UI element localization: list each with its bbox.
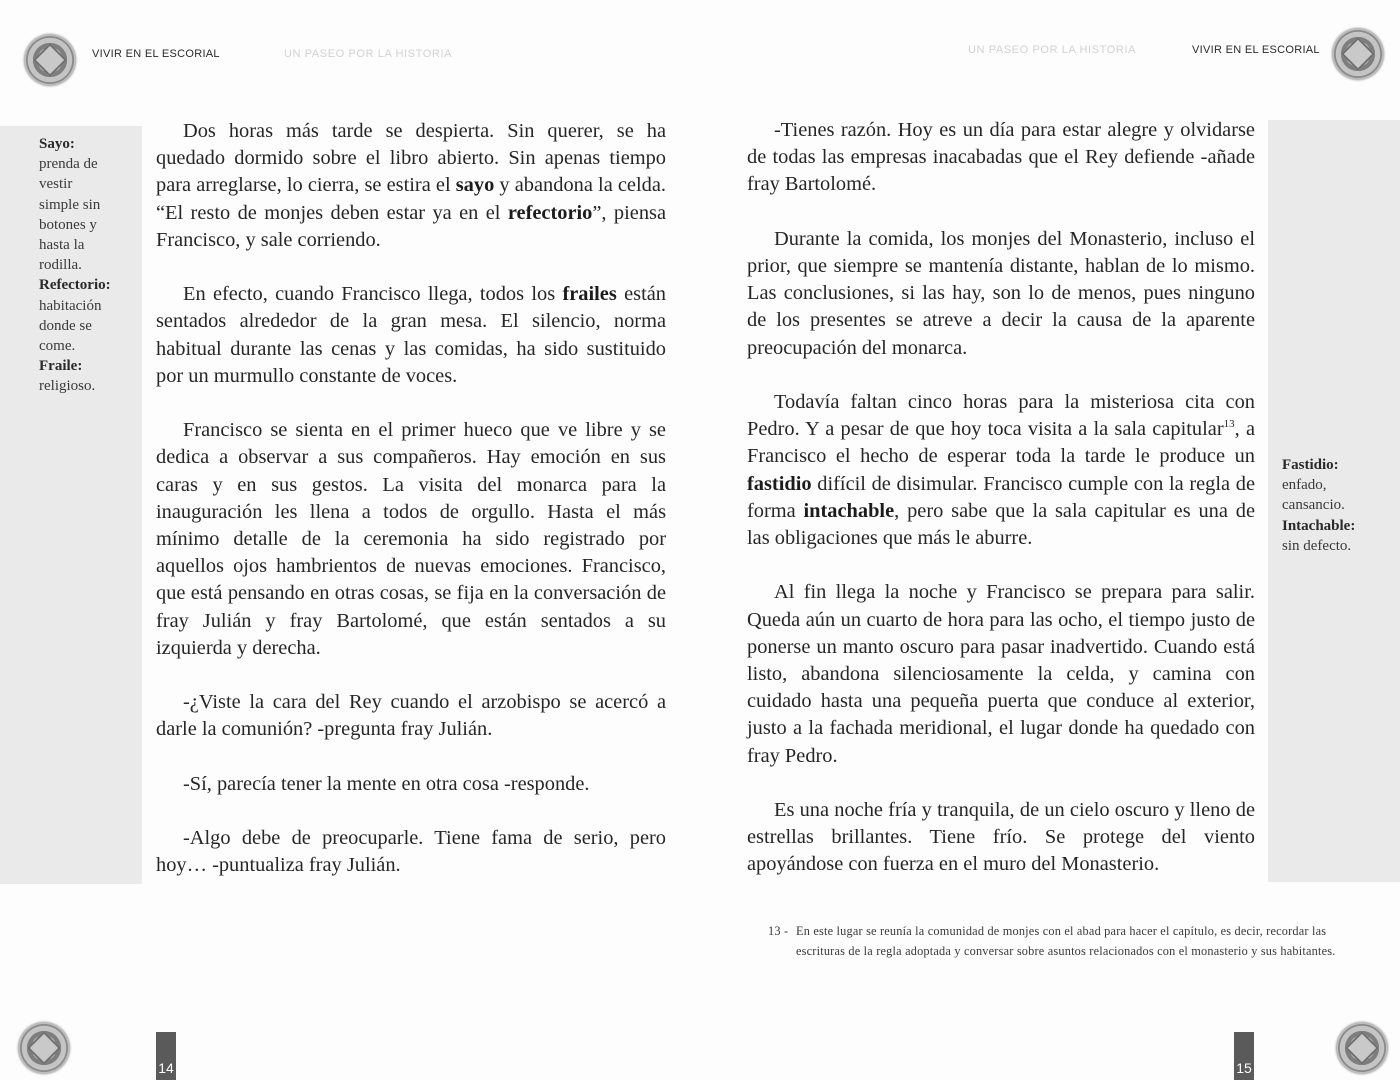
page-number: 15	[1234, 1032, 1254, 1080]
paragraph: Francisco se sienta en el primer hueco que ve libre y se dedica a observar a sus compañeros. Hay emoción en sus caras y en sus gestos. La visita del monarca para la inauguración les llena a todos de orgullo. Hasta el más mínimo detalle de la ceremonia ha sido registrado por aquellos ojos hambrientos de nuevas emociones. Francisco, que está pensando en otras cosas, se fija en la conversación de fray Julián y fray Bartolomé, que están sentados a su izquierda y derecha.	[156, 419, 666, 659]
glossary	[1282, 455, 1392, 556]
glossary-term: Sayo:	[39, 136, 75, 152]
glossary-term: Intachable:	[1282, 517, 1356, 534]
glossary-definition: come.	[39, 338, 76, 355]
glossary-definition: botones y	[39, 216, 97, 233]
monastery-emblem-icon	[1336, 1022, 1388, 1074]
glossary-definition: rodilla.	[39, 257, 82, 274]
paragraph: -Algo debe de preocuparle. Tiene fama de serio, pero hoy… -puntualiza fray Julián.	[156, 827, 666, 877]
paragraph: Durante la comida, los monjes del Monasterio, incluso el prior, que siempre se mantenía distante, hablan de lo mismo. Las conclusiones, si las hay, son lo de menos, pues ninguno de los presentes se atreve a decir la causa de la aparente preocupación del monarca.	[747, 227, 1255, 359]
glossary-definition: hasta la	[39, 237, 85, 254]
glossary-definition: donde se	[39, 317, 92, 334]
glossary-definition: simple sin	[39, 196, 101, 213]
paragraph: Todavía faltan cinco horas para la misteriosa cita con Pedro. Y a pesar de que hoy toca visita a la sala capitular$^{13}$, a Francisco el hecho de esperar toda la tarde le produce un fastidio difícil de disimular. Francisco cumple con la regla de forma intachable, pero sabe que la sala capitular es una de las obligaciones que más le aburre.	[747, 391, 1255, 550]
glossary-definition: sin defecto.	[1282, 537, 1352, 554]
glossary-definition: prenda de	[39, 156, 98, 173]
book-title-header: VIVIR EN EL ESCORIAL	[92, 48, 220, 60]
glossary-keyword: intachable	[803, 499, 895, 522]
footnote-number: 13 -	[768, 924, 789, 938]
right-body-text	[747, 117, 1255, 906]
glossary	[39, 134, 139, 397]
glossary-keyword: sayo	[455, 174, 495, 197]
glossary-keyword: refectorio	[507, 201, 593, 224]
footnote-text: En este lugar se reunía la comunidad de monjes con el abad para hacer el capítulo, es decir, recordar las escrituras de la regla adoptada y conversar sobre asuntos relacionados con el monasterio y sus habitantes.	[796, 924, 1336, 958]
glossary-definition: vestir	[39, 176, 73, 193]
paragraph: Es una noche fría y tranquila, de un cielo oscuro y lleno de estrellas brillantes. Tiene frío. Se protege del viento apoyándose con fuerza en el muro del Monasterio.	[747, 799, 1255, 876]
glossary-term: Fraile:	[39, 358, 83, 375]
footnote-reference: 13	[1223, 418, 1235, 431]
monastery-emblem-icon	[24, 34, 76, 86]
right-page	[700, 0, 1400, 1080]
footnote	[768, 921, 1338, 961]
glossary-definition: religioso.	[39, 378, 96, 395]
glossary-definition: habitación	[39, 297, 102, 314]
series-title-header: UN PASEO POR LA HISTORIA	[284, 48, 453, 60]
glossary-definition: enfado,	[1282, 477, 1327, 494]
monastery-emblem-icon	[1332, 28, 1384, 80]
book-title-header: VIVIR EN EL ESCORIAL	[1192, 44, 1320, 56]
paragraph: -Tienes razón. Hoy es un día para estar alegre y olvidarse de todas las empresas inacabadas que el Rey defiende -añade fray Bartolomé.	[747, 119, 1255, 196]
glossary-term: Fastidio:	[1282, 457, 1339, 473]
paragraph: Al fin llega la noche y Francisco se prepara para salir. Queda aún un cuarto de hora para las ocho, el tiempo justo de ponerse un manto oscuro para pasar inadvertido. Cuando está listo, abandona silenciosamente la celda, y camina con cuidado hasta una pequeña puerta que conduce al exterior, justo a la fachada meridional, el lugar donde ha quedado con fray Pedro.	[747, 581, 1255, 767]
paragraph: En efecto, cuando Francisco llega, todos los frailes están sentados alrededor de la gran mesa. El silencio, norma habitual durante las cenas y las comidas, ha sido sustituido por un murmullo constante de voces.	[156, 283, 666, 387]
glossary-term: Refectorio:	[39, 277, 111, 294]
paragraph: Dos horas más tarde se despierta. Sin querer, se ha quedado dormido sobre el libro abierto. Sin apenas tiempo para arreglarse, lo cierra, se estira el sayo y abandona la celda. “El resto de monjes deben estar ya en el refectorio”, piensa Francisco, y sale corriendo.	[156, 120, 667, 251]
series-title-header: UN PASEO POR LA HISTORIA	[968, 44, 1137, 56]
glossary-definition: cansancio.	[1282, 497, 1345, 514]
left-body-text	[156, 118, 666, 907]
glossary-keyword: fastidio	[747, 472, 812, 495]
paragraph: -Sí, parecía tener la mente en otra cosa -responde.	[183, 772, 590, 795]
monastery-emblem-icon	[18, 1022, 70, 1074]
page-number: 14	[156, 1032, 176, 1080]
paragraph: -¿Viste la cara del Rey cuando el arzobispo se acercó a darle la comunión? -pregunta fray Julián.	[156, 691, 666, 741]
glossary-keyword: frailes	[562, 283, 617, 306]
